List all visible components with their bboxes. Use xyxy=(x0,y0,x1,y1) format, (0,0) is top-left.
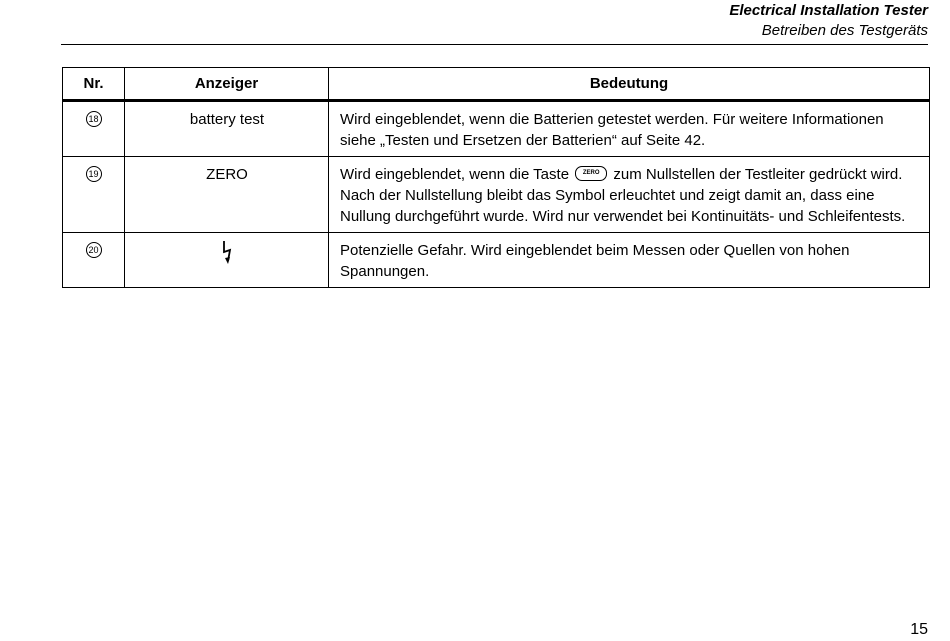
row-number-cell xyxy=(63,101,125,157)
row-number-cell xyxy=(63,233,125,288)
meaning-text-after-key: zum Nullstellen der Testleiter gedrückt wird. Nach der Nullstellung bleibt das Symbol erleuchtet und zeigt damit an, dass eine Nullung durchgeführt wurde. Wird nur verwendet bei Kontinuitäts- und Schleifentests. xyxy=(340,166,906,225)
column-header-indicator: Anzeiger xyxy=(125,68,329,101)
high-voltage-lightning-icon xyxy=(221,240,233,272)
indicator-cell: battery test xyxy=(125,101,329,157)
indicator-cell xyxy=(125,233,329,288)
zero-key-icon: ZERO xyxy=(575,166,607,181)
page-number: 15 xyxy=(910,621,928,638)
row-number-cell xyxy=(63,157,125,233)
table-header-row xyxy=(63,68,930,101)
table-row xyxy=(63,157,930,233)
meaning-cell: Potenzielle Gefahr. Wird eingeblendet beim Messen oder Quellen von hohen Spannungen. xyxy=(329,233,930,288)
column-header-nr: Nr. xyxy=(63,68,125,101)
indicator-table xyxy=(62,67,930,288)
circled-number: 20 xyxy=(86,242,102,258)
meaning-cell xyxy=(329,157,930,233)
indicator-cell: ZERO xyxy=(125,157,329,233)
document-title: Electrical Installation Tester xyxy=(729,2,928,19)
column-header-meaning: Bedeutung xyxy=(329,68,930,101)
meaning-text-before-key: Wird eingeblendet, wenn die Taste xyxy=(340,166,570,183)
circled-number: 18 xyxy=(86,111,102,127)
table-row xyxy=(63,233,930,288)
circled-number: 19 xyxy=(86,166,102,182)
meaning-cell: Wird eingeblendet, wenn die Batterien getestet werden. Für weitere Informationen siehe „Testen und Ersetzen der Batterien“ auf Seite 42. xyxy=(329,101,930,157)
table-row xyxy=(63,101,930,157)
section-subtitle: Betreiben des Testgeräts xyxy=(761,22,928,39)
header-divider xyxy=(61,44,928,45)
